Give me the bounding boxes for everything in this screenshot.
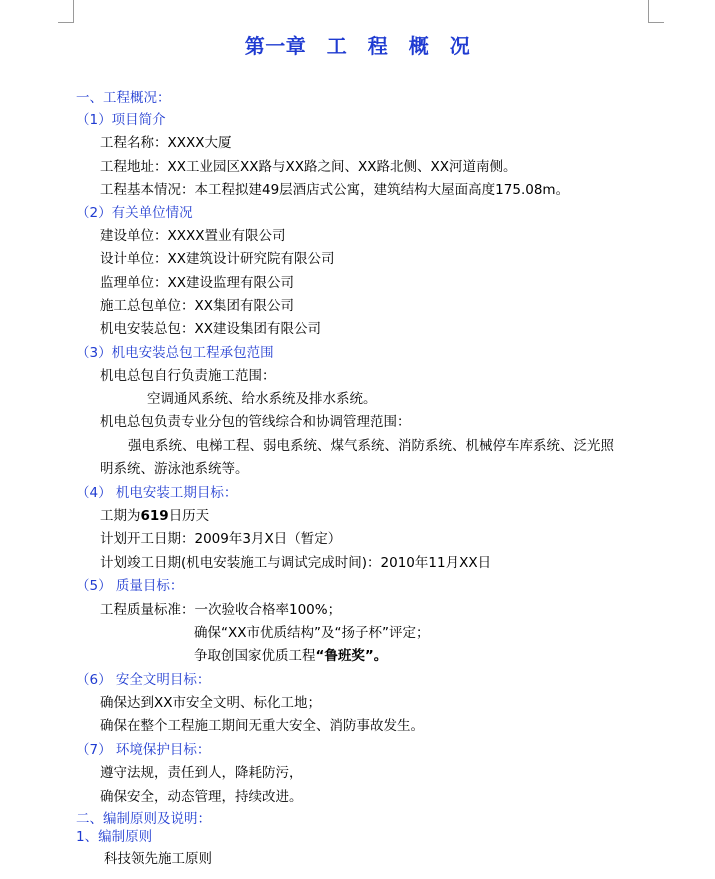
- environment-line-1: 遵守法规，责任到人，降耗防污，: [100, 765, 303, 781]
- project-address: 工程地址：XX工业园区XX路与XX路之间、XX路北侧、XX河道南侧。: [100, 159, 517, 175]
- subheading-project-intro: （1）项目简介: [76, 112, 166, 128]
- subheading-related-units: （2）有关单位情况: [76, 205, 193, 221]
- scope-self-items: 空调通风系统、给水系统及排水系统。: [147, 391, 377, 407]
- subheading-quality-target: （5） 质量目标：: [76, 578, 184, 594]
- page-corner-mark-top-left: [58, 0, 74, 23]
- quality-standard: 工程质量标准：一次验收合格率100%；: [100, 602, 342, 618]
- schedule-start: 计划开工日期：2009年3月X日（暂定）: [100, 531, 342, 547]
- scope-coord-label: 机电总包负责专业分包的管线综合和协调管理范围：: [100, 414, 411, 430]
- environment-line-2: 确保安全，动态管理，持续改进。: [100, 789, 303, 805]
- page-corner-mark-top-right: [648, 0, 664, 23]
- scope-coord-line-2: 明系统、游泳池系统等。: [100, 461, 249, 477]
- safety-line-2: 确保在整个工程施工期间无重大安全、消防事故发生。: [100, 718, 424, 734]
- subheading-schedule-target: （4） 机电安装工期目标：: [76, 485, 238, 501]
- unit-general-contractor: 施工总包单位：XX集团有限公司: [100, 298, 294, 314]
- schedule-duration: [100, 507, 209, 525]
- scope-self-label: 机电总包自行负责施工范围：: [100, 368, 276, 384]
- duration-prefix: 工期为: [100, 508, 141, 524]
- quality-ensure: 确保“XX市优质结构”及“扬子杯”评定；: [194, 625, 430, 641]
- chapter-title: 第一章 工 程 概 况: [244, 34, 471, 58]
- strive-prefix: 争取创国家优质工程: [194, 648, 316, 664]
- schedule-end: 计划竣工日期(机电安装施工与调试完成时间)：2010年11月XX日: [100, 555, 492, 571]
- safety-line-1: 确保达到XX市安全文明、标化工地；: [100, 695, 321, 711]
- section-heading-2: 二、编制原则及说明：: [76, 811, 211, 827]
- unit-mep-contractor: 机电安装总包：XX建设集团有限公司: [100, 321, 321, 337]
- subheading-contract-scope: （3）机电安装总包工程承包范围: [76, 345, 274, 361]
- duration-suffix: 日历天: [168, 508, 210, 524]
- scope-coord-line-1: 强电系统、电梯工程、弱电系统、煤气系统、消防系统、机械停车库系统、泛光照: [128, 438, 614, 454]
- strive-award: “鲁班奖”。: [315, 648, 388, 664]
- unit-supervise: 监理单位：XX建设监理有限公司: [100, 275, 294, 291]
- subheading-environment-target: （7） 环境保护目标：: [76, 742, 211, 758]
- unit-build: 建设单位：XXXX置业有限公司: [100, 228, 286, 244]
- duration-days: 619: [140, 508, 169, 524]
- subheading-principles: 1、编制原则: [76, 829, 153, 845]
- subheading-safety-target: （6） 安全文明目标：: [76, 672, 211, 688]
- project-name: 工程名称：XXXX大厦: [100, 135, 232, 151]
- project-basic-info: 工程基本情况：本工程拟建49层酒店式公寓，建筑结构大屋面高度175.08m。: [100, 182, 570, 198]
- section-heading-1: 一、工程概况：: [76, 90, 171, 106]
- unit-design: 设计单位：XX建筑设计研究院有限公司: [100, 251, 335, 267]
- principle-1: 科技领先施工原则: [104, 851, 212, 867]
- quality-strive: [194, 647, 387, 665]
